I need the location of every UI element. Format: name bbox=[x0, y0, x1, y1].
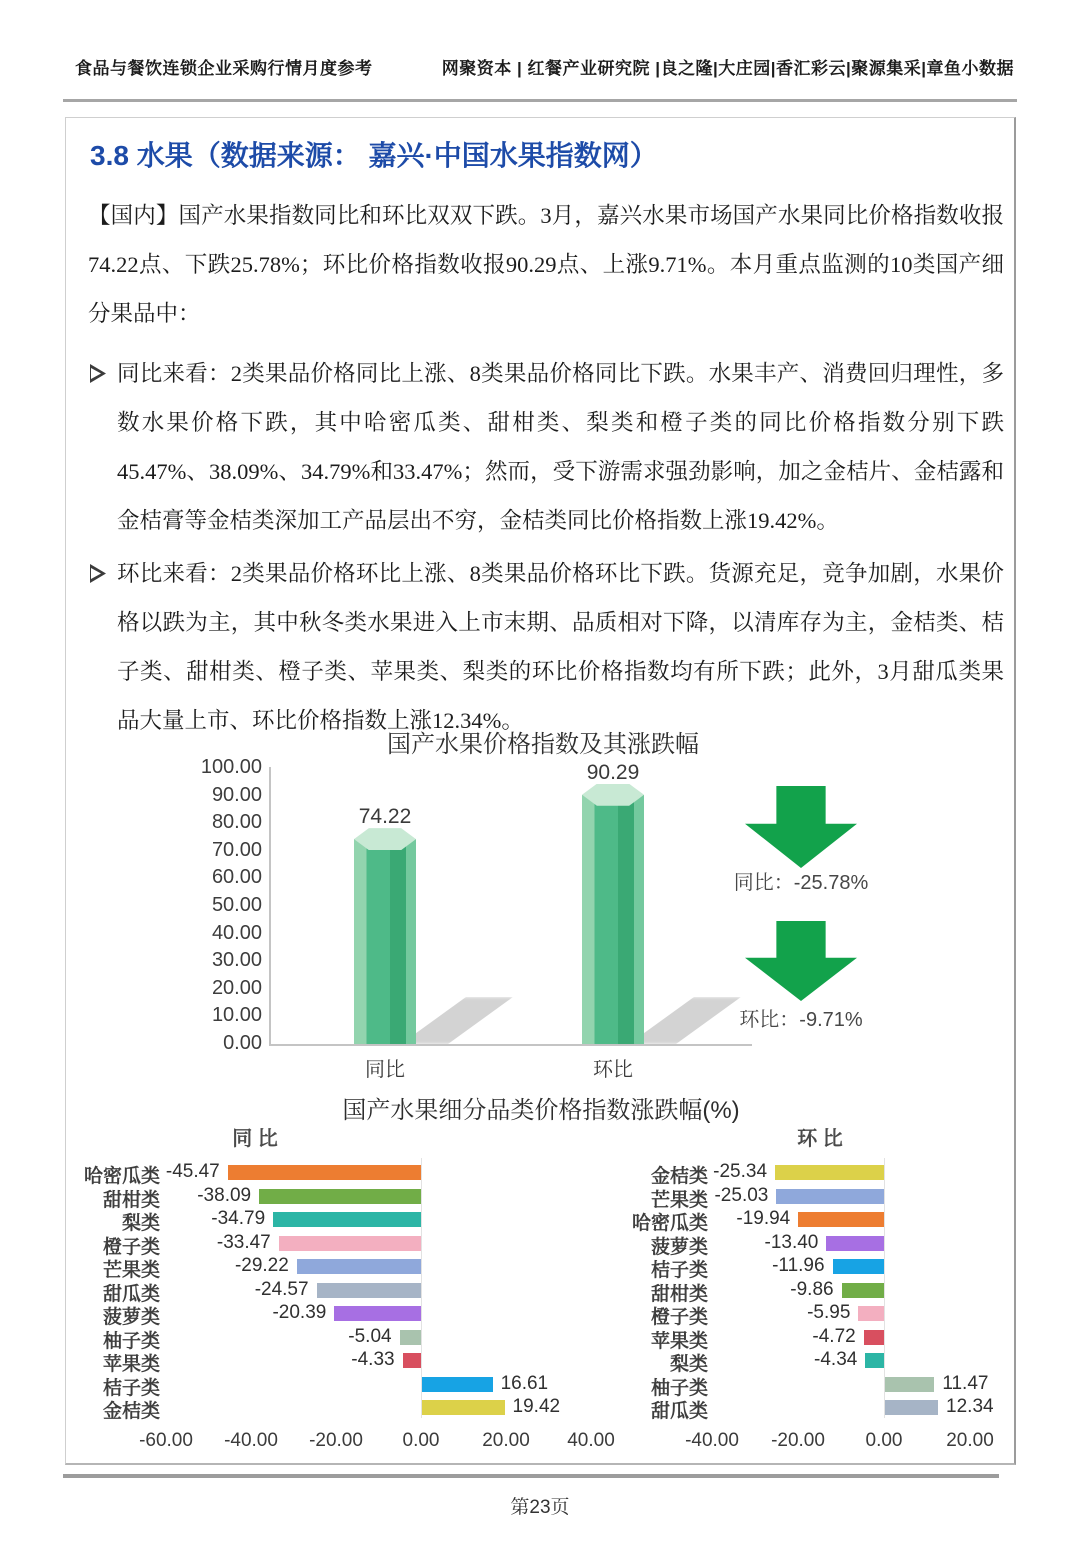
header-right-brands: 网聚资本 | 红餐产业研究院 |良之隆|大庄园|香汇彩云|聚源集采|章鱼小数据 bbox=[441, 59, 1014, 78]
hbar-bar bbox=[833, 1259, 884, 1274]
hbar-bar bbox=[865, 1353, 884, 1368]
hbar-category-label: 苹果类 bbox=[650, 1330, 708, 1352]
hbar-category-label: 菠萝类 bbox=[102, 1307, 160, 1328]
header-left-title: 食品与餐饮连锁企业采购行情月度参考 bbox=[75, 59, 373, 78]
header-divider bbox=[63, 99, 1017, 102]
x-axis-tick-label: -20.00 bbox=[309, 1430, 363, 1451]
y-axis-tick-label: 90.00 bbox=[211, 783, 262, 806]
hbar-bar bbox=[885, 1377, 934, 1392]
column-chart-title: 国产水果价格指数及其涨跌幅 bbox=[387, 731, 699, 758]
hbar-category-label: 哈密瓜类 bbox=[83, 1166, 160, 1187]
hbar-bar bbox=[403, 1353, 421, 1368]
hbar-value-label: 12.34 bbox=[946, 1396, 994, 1417]
hbar-category-label: 甜柑类 bbox=[102, 1189, 160, 1211]
x-axis-tick-label: -20.00 bbox=[771, 1430, 825, 1451]
hbar-value-label: 19.42 bbox=[512, 1396, 561, 1417]
hbar-value-label: -4.72 bbox=[812, 1325, 856, 1347]
hbar-bar bbox=[798, 1212, 884, 1227]
section-title: 3.8 水果（数据来源： 嘉兴·中国水果指数网） bbox=[90, 140, 658, 171]
y-axis-tick-label: 20.00 bbox=[211, 976, 262, 999]
y-axis-tick-label: 100.00 bbox=[200, 756, 262, 778]
bar-value-label: 90.29 bbox=[586, 760, 640, 784]
hbar-value-label: -29.22 bbox=[234, 1255, 289, 1276]
hbar-bar bbox=[422, 1400, 505, 1415]
bullet-text: 环比来看：2类果品价格环比上涨、8类果品价格环比下跌。货源充足，竞争加剧，水果价格以跌为主，其中秋冬类水果进入上市末期、品质相对下降，以清库存为主，金桔类、桔子类、甜柑类、橙子类、苹果类、梨类的环比价格指数均有所下跌；此外，3月甜瓜类果品大量上市、环比价格指数上涨12.34%。 bbox=[117, 561, 1004, 733]
hbar-value-label: -19.94 bbox=[736, 1208, 791, 1229]
hbar-category-label: 苹果类 bbox=[102, 1354, 160, 1375]
hbar-category-label: 哈密瓜类 bbox=[631, 1213, 708, 1234]
y-axis-tick-label: 70.00 bbox=[211, 838, 262, 861]
yoy-change-label: 同比：-25.78% bbox=[733, 872, 869, 894]
footer-divider bbox=[63, 1474, 999, 1478]
hbar-value-label: -20.39 bbox=[272, 1302, 327, 1323]
hbar-category-label: 柚子类 bbox=[102, 1330, 160, 1352]
intro-paragraph: 【国内】国产水果指数同比和环比双双下跌。3月，嘉兴水果市场国产水果同比价格指数收报74.22点、下跌25.78%；环比价格指数收报90.29点、上涨9.71%。本月重点监测的10类国产细分果品中： bbox=[88, 203, 1004, 326]
hbar-category-label: 梨类 bbox=[669, 1354, 708, 1375]
x-category-label: 环比 bbox=[593, 1059, 633, 1081]
hbar-value-label: -11.96 bbox=[772, 1255, 825, 1276]
hbar-category-label: 橙子类 bbox=[650, 1307, 708, 1328]
hbar-value-label: -25.34 bbox=[713, 1161, 768, 1182]
hbar-bar bbox=[858, 1306, 884, 1321]
hbar-bar bbox=[776, 1189, 884, 1204]
x-axis-tick-label: 20.00 bbox=[482, 1430, 530, 1451]
hbar-value-label: -13.40 bbox=[764, 1231, 819, 1253]
page-number: 第23页 bbox=[510, 1497, 570, 1518]
hbar-category-label: 甜瓜类 bbox=[102, 1283, 160, 1305]
panel-label-mom: 环 比 bbox=[797, 1128, 843, 1150]
x-axis-tick-label: -60.00 bbox=[139, 1430, 193, 1451]
hbar-bar bbox=[775, 1165, 884, 1180]
hbar-category-label: 橙子类 bbox=[102, 1236, 160, 1258]
hbar-value-label: -4.34 bbox=[814, 1349, 858, 1370]
column-bar bbox=[354, 839, 416, 1044]
x-axis-tick-label: 40.00 bbox=[567, 1430, 615, 1451]
y-axis-tick-label: 0.00 bbox=[223, 1032, 262, 1054]
hbar-bar bbox=[400, 1330, 421, 1345]
hbar-category-label: 金桔类 bbox=[650, 1166, 708, 1187]
hbar-bar bbox=[885, 1400, 938, 1415]
bullet-arrow-icon bbox=[90, 564, 106, 583]
panel-label-yoy: 同 比 bbox=[232, 1128, 278, 1150]
x-category-label: 同比 bbox=[365, 1059, 405, 1081]
bullet-item-mom bbox=[88, 549, 1004, 745]
hbar-value-label: -24.57 bbox=[254, 1278, 309, 1300]
bullet-arrow-inner bbox=[91, 368, 101, 379]
column-bar bbox=[582, 795, 644, 1044]
hbar-category-label: 芒果类 bbox=[650, 1189, 708, 1211]
hbar-bar bbox=[842, 1283, 884, 1298]
hbar-bar bbox=[864, 1330, 884, 1345]
hbar-value-label: -33.47 bbox=[216, 1231, 271, 1253]
hbar-value-label: 16.61 bbox=[500, 1372, 549, 1394]
hbar-category-label: 梨类 bbox=[121, 1213, 160, 1234]
y-axis-tick-label: 10.00 bbox=[211, 1004, 262, 1027]
y-axis-tick-label: 80.00 bbox=[211, 811, 262, 834]
y-axis-tick-label: 50.00 bbox=[211, 894, 262, 916]
mom-change-label: 环比：-9.71% bbox=[739, 1009, 863, 1031]
hbar-category-label: 芒果类 bbox=[102, 1260, 160, 1281]
x-axis-tick-label: -40.00 bbox=[224, 1430, 278, 1451]
hbar-category-label: 桔子类 bbox=[102, 1377, 160, 1399]
hbar-value-label: -38.09 bbox=[197, 1184, 252, 1206]
hbar-bar bbox=[279, 1236, 421, 1251]
bullet-arrow-inner bbox=[91, 568, 101, 579]
hbar-bar bbox=[422, 1377, 493, 1392]
x-axis-tick-label: 0.00 bbox=[865, 1430, 903, 1451]
hbar-bar bbox=[273, 1212, 421, 1227]
x-axis-tick-label: 20.00 bbox=[946, 1430, 994, 1451]
hbar-value-label: -9.86 bbox=[790, 1278, 834, 1300]
bar-value-label: 74.22 bbox=[358, 805, 412, 829]
y-axis-tick-label: 40.00 bbox=[211, 921, 262, 944]
hbar-bar bbox=[259, 1189, 421, 1204]
hbar-bar bbox=[297, 1259, 421, 1274]
bullet-item-yoy bbox=[88, 349, 1004, 545]
bullet-text: 同比来看：2类果品价格同比上涨、8类果品价格同比下跌。水果丰产、消费回归理性，多数水果价格下跌，其中哈密瓜类、甜柑类、梨类和橙子类的同比价格指数分别下跌45.47%、38.09%、34.79%和33.47%；然而，受下游需求强劲影响，加之金桔片、金桔露和金桔膏等金桔类深加工产品层出不穷，金桔类同比价格指数上涨19.42%。 bbox=[117, 361, 1004, 533]
y-axis-tick-label: 60.00 bbox=[211, 866, 262, 889]
x-axis-tick-label: -40.00 bbox=[685, 1430, 739, 1451]
hbar-category-label: 甜柑类 bbox=[650, 1283, 708, 1305]
hbar-category-label: 菠萝类 bbox=[650, 1236, 708, 1258]
hbar-value-label: -5.04 bbox=[348, 1325, 392, 1347]
hbar-category-label: 柚子类 bbox=[650, 1377, 708, 1399]
hbar-category-label: 金桔类 bbox=[102, 1401, 160, 1422]
y-axis-line bbox=[269, 767, 271, 1045]
x-axis-tick-label: 0.00 bbox=[402, 1430, 440, 1451]
hbar-bar bbox=[317, 1283, 421, 1298]
hbar-chart-title: 国产水果细分品类价格指数涨跌幅(%) bbox=[342, 1097, 740, 1124]
hbar-value-label: -5.95 bbox=[807, 1302, 851, 1323]
x-axis-line bbox=[269, 1044, 752, 1046]
hbar-bar bbox=[228, 1165, 421, 1180]
hbar-bar bbox=[334, 1306, 421, 1321]
hbar-value-label: -34.79 bbox=[211, 1208, 266, 1229]
hbar-value-label: 11.47 bbox=[942, 1372, 989, 1394]
hbar-value-label: -25.03 bbox=[714, 1184, 769, 1206]
hbar-category-label: 甜瓜类 bbox=[650, 1401, 708, 1422]
bullet-arrow-icon bbox=[90, 364, 106, 383]
hbar-bar bbox=[826, 1236, 884, 1251]
hbar-value-label: -4.33 bbox=[351, 1349, 395, 1370]
hbar-value-label: -45.47 bbox=[165, 1161, 220, 1182]
y-axis-tick-label: 30.00 bbox=[211, 949, 262, 972]
hbar-category-label: 桔子类 bbox=[650, 1260, 708, 1281]
